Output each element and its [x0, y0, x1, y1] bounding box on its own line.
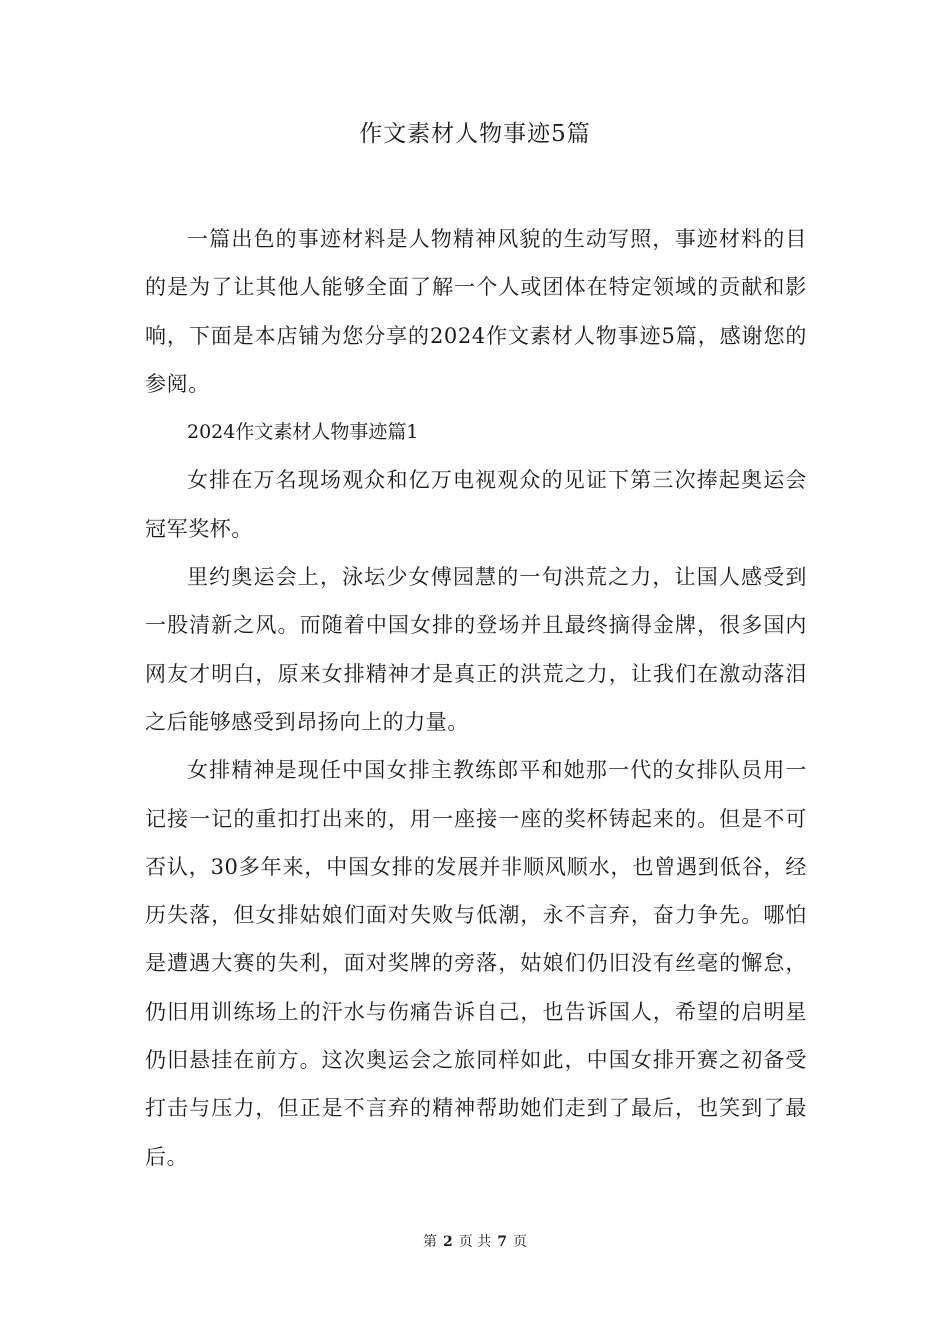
body-paragraph: 里约奥运会上，泳坛少女傅园慧的一句洪荒之力，让国人感受到一股清新之风。而随着中国女排的登场并且最终摘得金牌，很多国内网友才明白，原来女排精神才是真正的洪荒之力，让我们在激动落泪之后能够感受到昂扬向上的力量。 [145, 565, 807, 734]
footer-prefix: 第 [423, 1234, 438, 1250]
document-title: 作文素材人物事迹5篇 [359, 121, 591, 147]
body-paragraph: 女排精神是现任中国女排主教练郎平和她那一代的女排队员用一记接一记的重扣打出来的，用一座接一座的奖杯铸起来的。但是不可否认，30多年来，中国女排的发展并非顺风顺水，也曾遇到低谷，经历失落，但女排姑娘们面对失败与低潮，永不言弃，奋力争先。哪怕是遭遇大赛的失利，面对奖牌的旁落，姑娘们仍旧没有丝毫的懈怠，仍旧用训练场上的汗水与伤痛告诉自己，也告诉国人，希望的启明星仍旧悬挂在前方。这次奥运会之旅同样如此，中国女排开赛之初备受打击与压力，但正是不言弃的精神帮助她们走到了最后，也笑到了最后。 [145, 758, 807, 1169]
footer-middle: 页 共 [458, 1234, 492, 1250]
body-paragraph: 女排在万名现场观众和亿万电视观众的见证下第三次捧起奥运会冠军奖杯。 [145, 468, 807, 541]
current-page-number: 2 [443, 1234, 453, 1250]
footer-suffix: 页 [512, 1234, 527, 1250]
page-footer [0, 1232, 950, 1252]
intro-paragraph: 一篇出色的事迹材料是人物精神风貌的生动写照，事迹材料的目的是为了让其他人能够全面了解一个人或团体在特定领域的贡献和影响，下面是本店铺为您分享的2024作文素材人物事迹5篇，感谢您的参阅。 [145, 227, 807, 396]
total-pages-number: 7 [497, 1234, 507, 1250]
section-heading: 2024作文素材人物事迹篇1 [187, 421, 419, 444]
document-body [145, 215, 807, 1181]
